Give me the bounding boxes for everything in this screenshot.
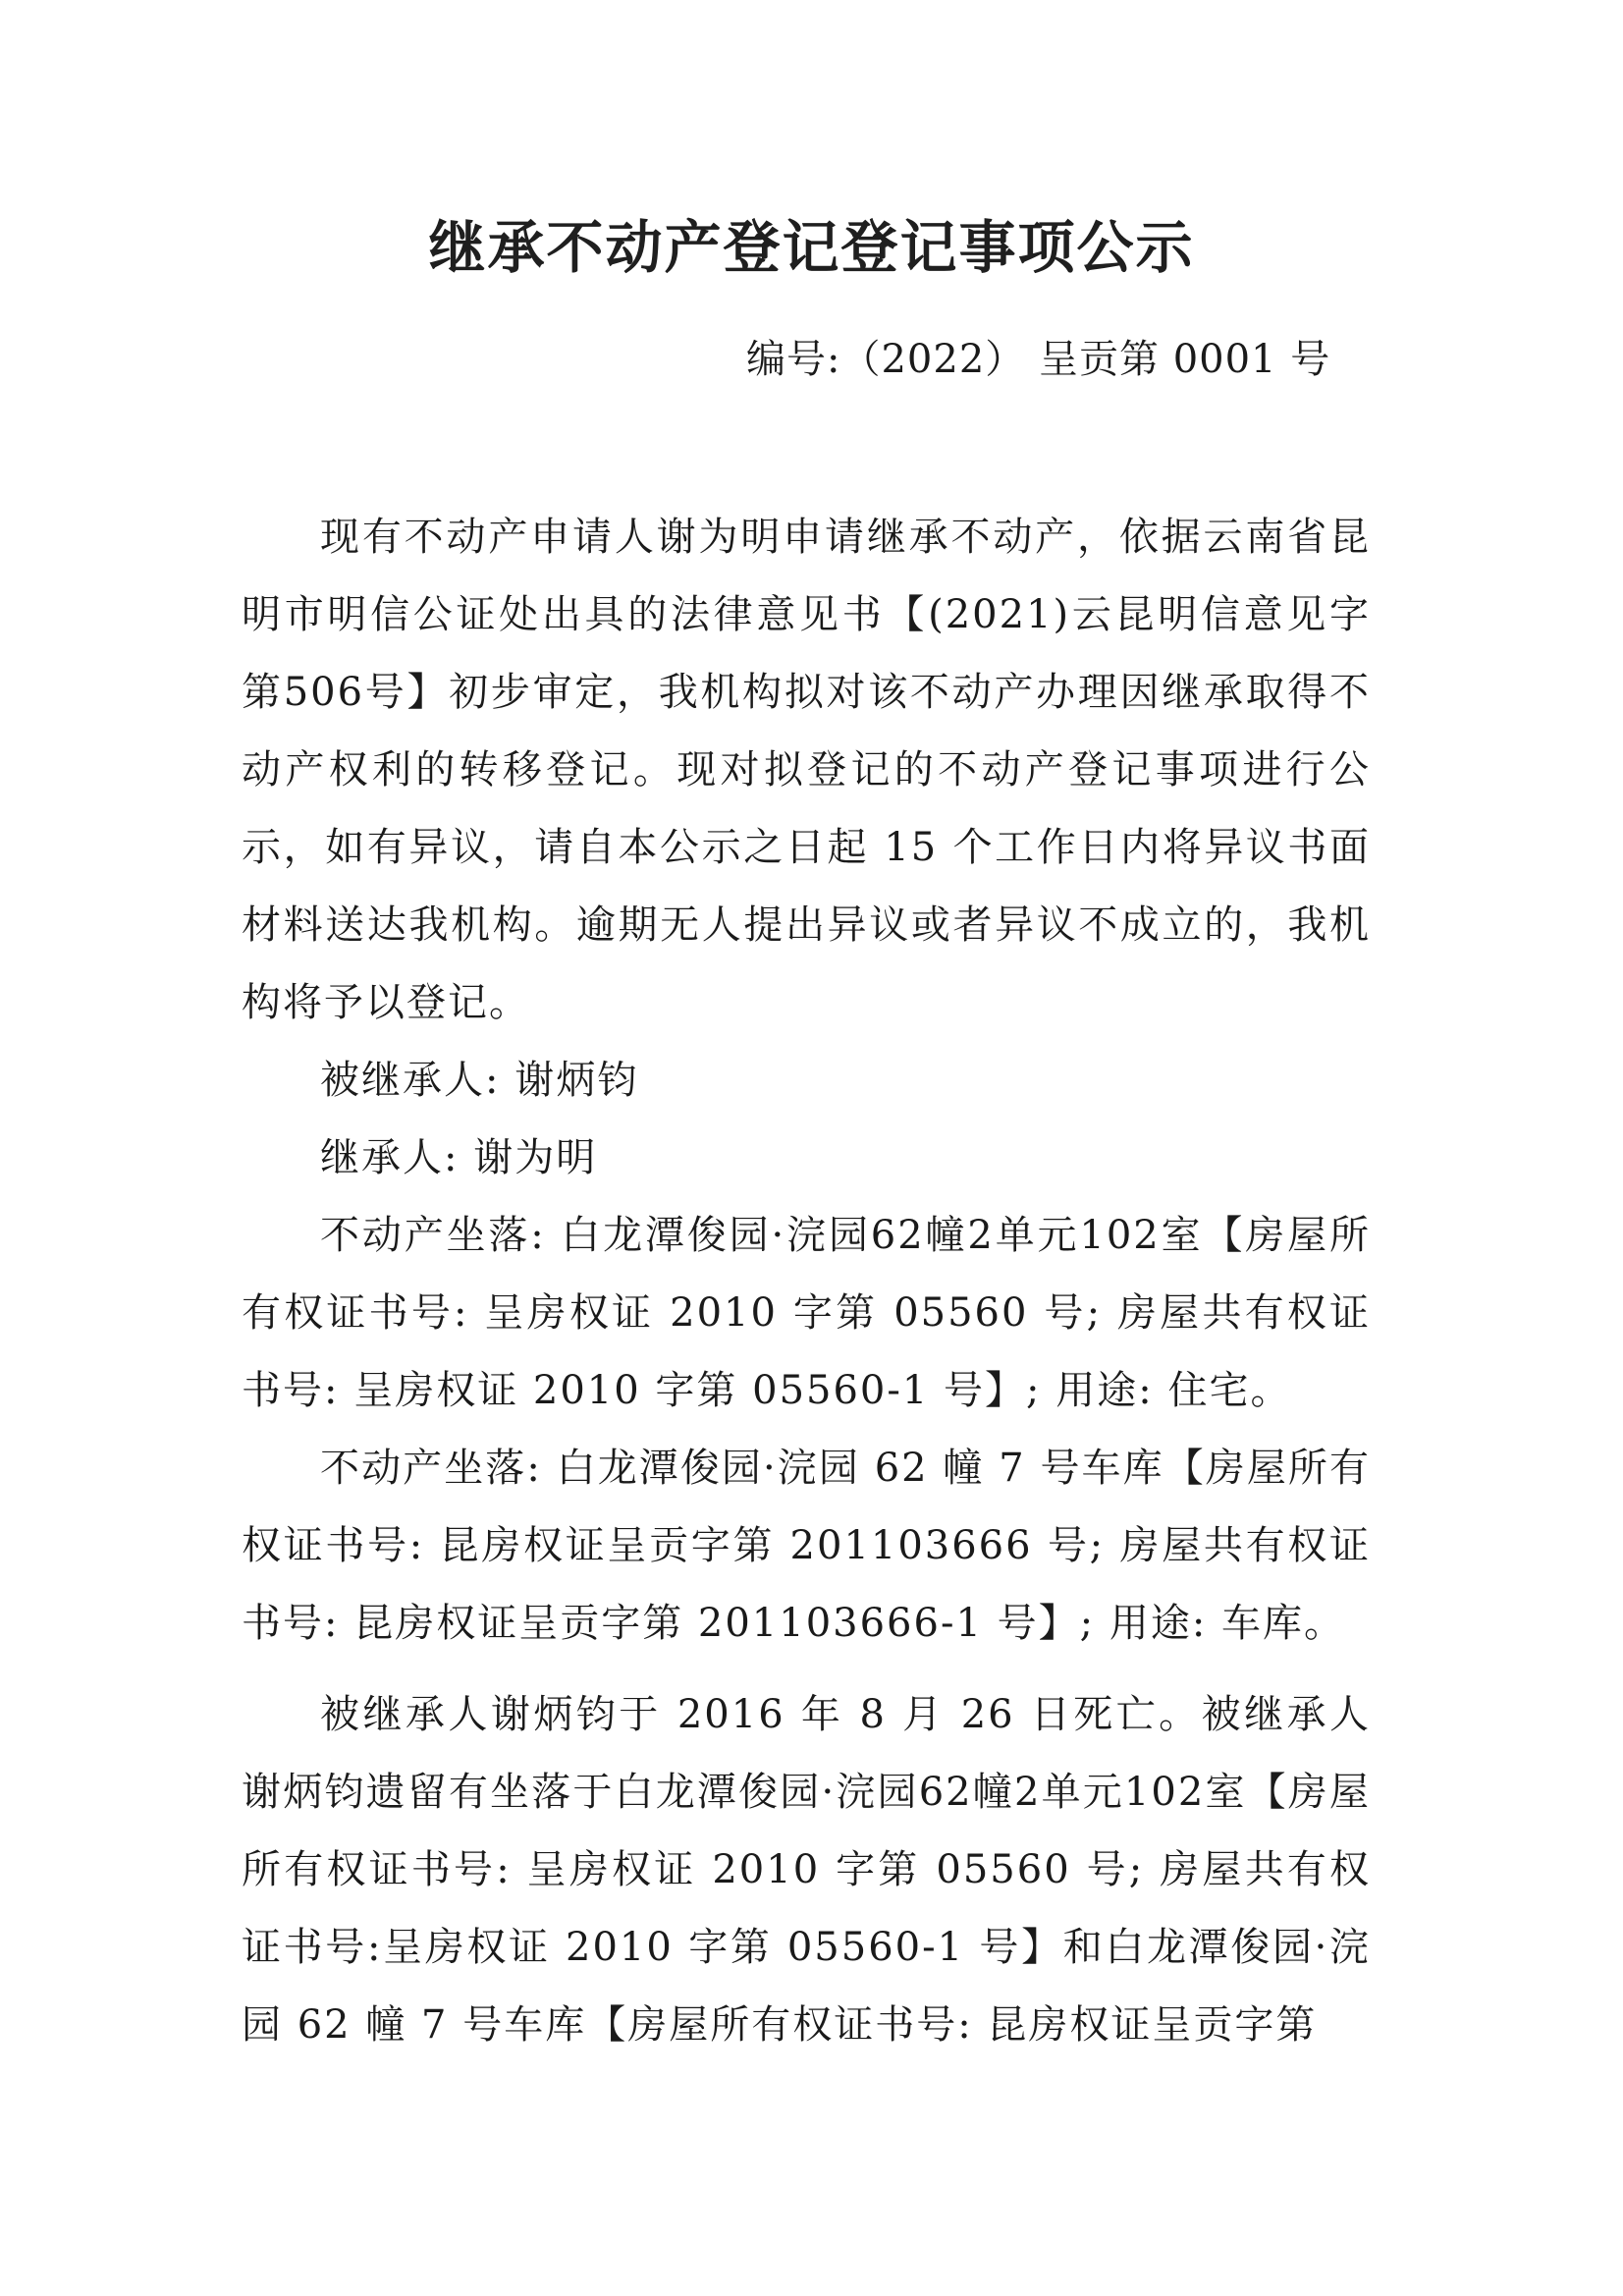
paragraph-heir: 继承人: 谢为明 — [320, 1135, 598, 1180]
document-body — [242, 499, 1371, 2064]
document-number: 编号:（2022） 呈贡第 0001 号 — [746, 337, 1331, 382]
paragraph-property-residence: 不动产坐落: 白龙潭俊园·浣园62幢2单元102室【房屋所有权证书号: 呈房权证 2010 字第 05560 号; 房屋共有权证书号: 呈房权证 2010 字第 05560-1 号】; 用途: 住宅。 — [242, 1213, 1371, 1413]
document-title: 继承不动产登记登记事项公示 — [428, 214, 1195, 281]
paragraph-notice: 现有不动产申请人谢为明申请继承不动产，依据云南省昆明市明信公证处出具的法律意见书【(2021)云昆明信意见字第506号】初步审定，我机构拟对该不动产办理因继承取得不动产权利的转移登记。现对拟登记的不动产登记事项进行公示，如有异议，请自本公示之日起 15 个工作日内将异议书面材料送达我机构。逾期无人提出异议或者异议不成立的，我机构将予以登记。 — [242, 515, 1371, 1025]
paragraph-inheritance-facts: 被继承人谢炳钧于 2016 年 8 月 26 日死亡。被继承人谢炳钧遗留有坐落于白龙潭俊园·浣园62幢2单元102室【房屋所有权证书号: 呈房权证 2010 字第 05560 号; 房屋共有权证书号:呈房权证 2010 字第 05560-1 号】和白龙潭俊园·浣园 62 幢 7 号车库【房屋所有权证书号: 昆房权证呈贡字第 — [242, 1692, 1371, 2048]
paragraph-property-garage: 不动产坐落: 白龙潭俊园·浣园 62 幢 7 号车库【房屋所有权证书号: 昆房权证呈贡字第 201103666 号; 房屋共有权证书号: 昆房权证呈贡字第 201103666-1 号】; 用途: 车库。 — [242, 1446, 1371, 1646]
paragraph-decedent: 被继承人: 谢炳钧 — [320, 1058, 639, 1103]
